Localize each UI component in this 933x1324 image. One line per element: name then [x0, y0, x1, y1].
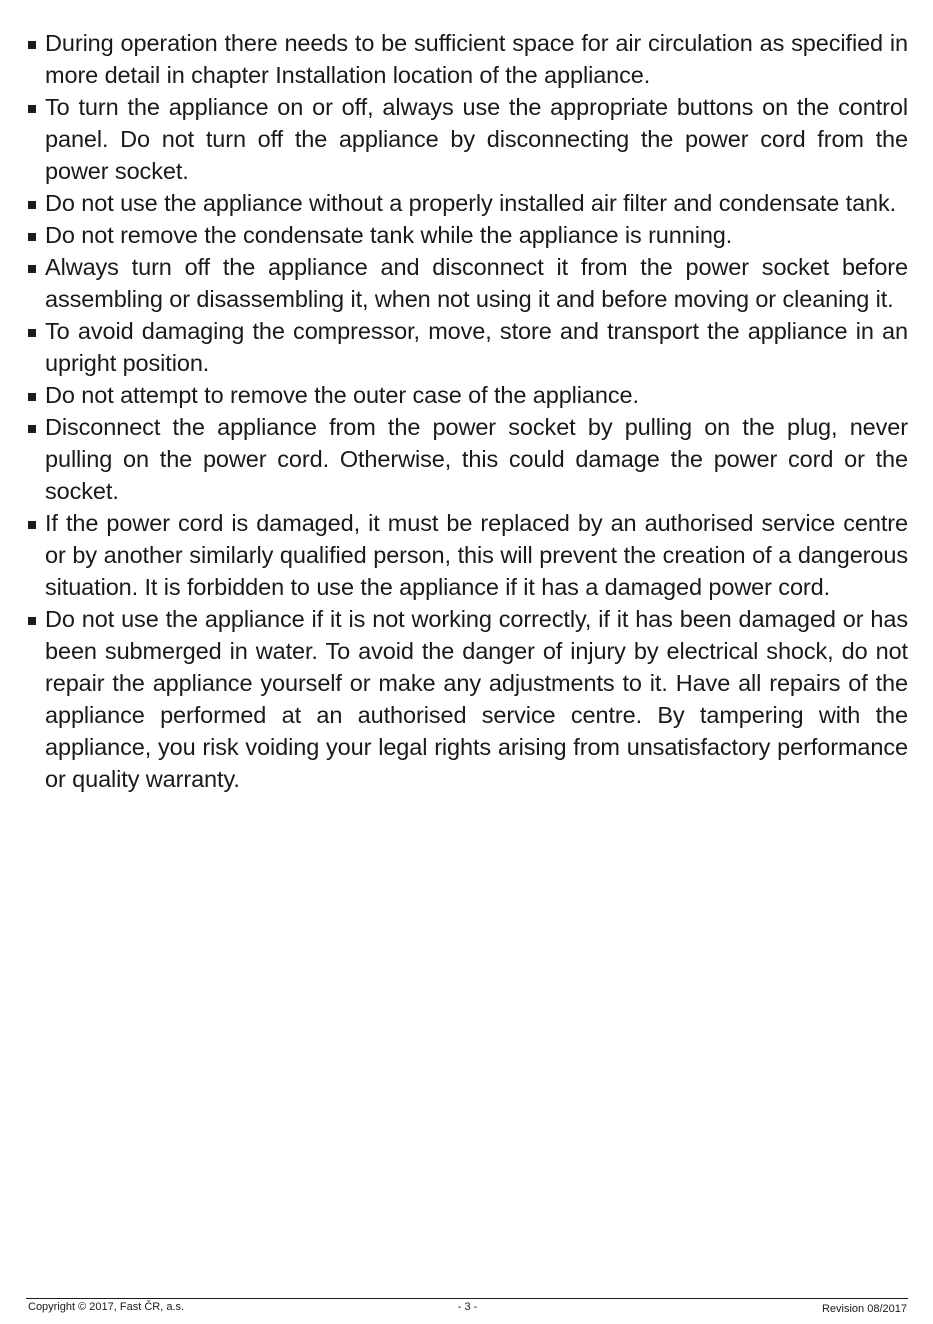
list-item-text: Do not use the appliance without a properly installed air filter and condensate tank. — [45, 190, 897, 216]
bullet-square-icon — [28, 201, 36, 209]
list-item-text: Do not use the appliance if it is not working correctly, if it has been damaged or has been submerged in water. To avoid the danger of injury by electrical shock, do not repair the appliance yourself or make any adjustments to it. Have all repairs of the appliance performed at an authorised service centre. By tampering with the appliance, you risk voiding your legal rights arising from unsatisfactory performance or quality warranty. — [45, 606, 908, 792]
list-item — [26, 187, 908, 219]
footer-page-number: - 3 - — [457, 1301, 478, 1313]
list-item-text: Do not remove the condensate tank while the appliance is running. — [45, 222, 733, 248]
list-item-text: To avoid damaging the compressor, move, store and transport the appliance in an upright position. — [45, 318, 908, 376]
list-item — [26, 411, 908, 507]
list-item-text: If the power cord is damaged, it must be replaced by an authorised service centre or by another similarly qualified person, this will prevent the creation of a dangerous situation. It is forbidden to use the appliance if it has a damaged power cord. — [45, 510, 908, 600]
list-item-text: Do not attempt to remove the outer case of the appliance. — [45, 382, 639, 408]
bullet-square-icon — [28, 425, 36, 433]
list-item-text: To turn the appliance on or off, always use the appropriate buttons on the control panel. Do not turn off the appliance by disconnecting the power cord from the power socket. — [45, 94, 908, 184]
list-item — [26, 315, 908, 379]
list-item — [26, 603, 908, 795]
bullet-square-icon — [28, 41, 36, 49]
list-item — [26, 91, 908, 187]
bullet-square-icon — [28, 393, 36, 401]
list-item — [26, 27, 908, 91]
bullet-square-icon — [28, 105, 36, 113]
list-item-text: Always turn off the appliance and disconnect it from the power socket before assembling or disassembling it, when not using it and before moving or cleaning it. — [45, 254, 908, 312]
footer-divider — [26, 1298, 908, 1299]
list-item — [26, 379, 908, 411]
bullet-square-icon — [28, 329, 36, 337]
safety-instructions-list — [26, 27, 908, 795]
bullet-square-icon — [28, 265, 36, 273]
bullet-square-icon — [28, 521, 36, 529]
list-item — [26, 251, 908, 315]
list-item-text: Disconnect the appliance from the power socket by pulling on the plug, never pulling on the power cord. Otherwise, this could damage the power cord or the socket. — [45, 414, 908, 504]
list-item — [26, 507, 908, 603]
footer-copyright: Copyright © 2017, Fast ČR, a.s. — [28, 1301, 185, 1313]
bullet-square-icon — [28, 617, 36, 625]
bullet-square-icon — [28, 233, 36, 241]
list-item-text: During operation there needs to be sufficient space for air circulation as specified in more detail in chapter Installation location of the appliance. — [45, 30, 908, 88]
instructions-section — [26, 27, 908, 795]
page-footer — [28, 1301, 907, 1317]
list-item — [26, 219, 908, 251]
footer-revision: Revision 08/2017 — [821, 1303, 907, 1315]
